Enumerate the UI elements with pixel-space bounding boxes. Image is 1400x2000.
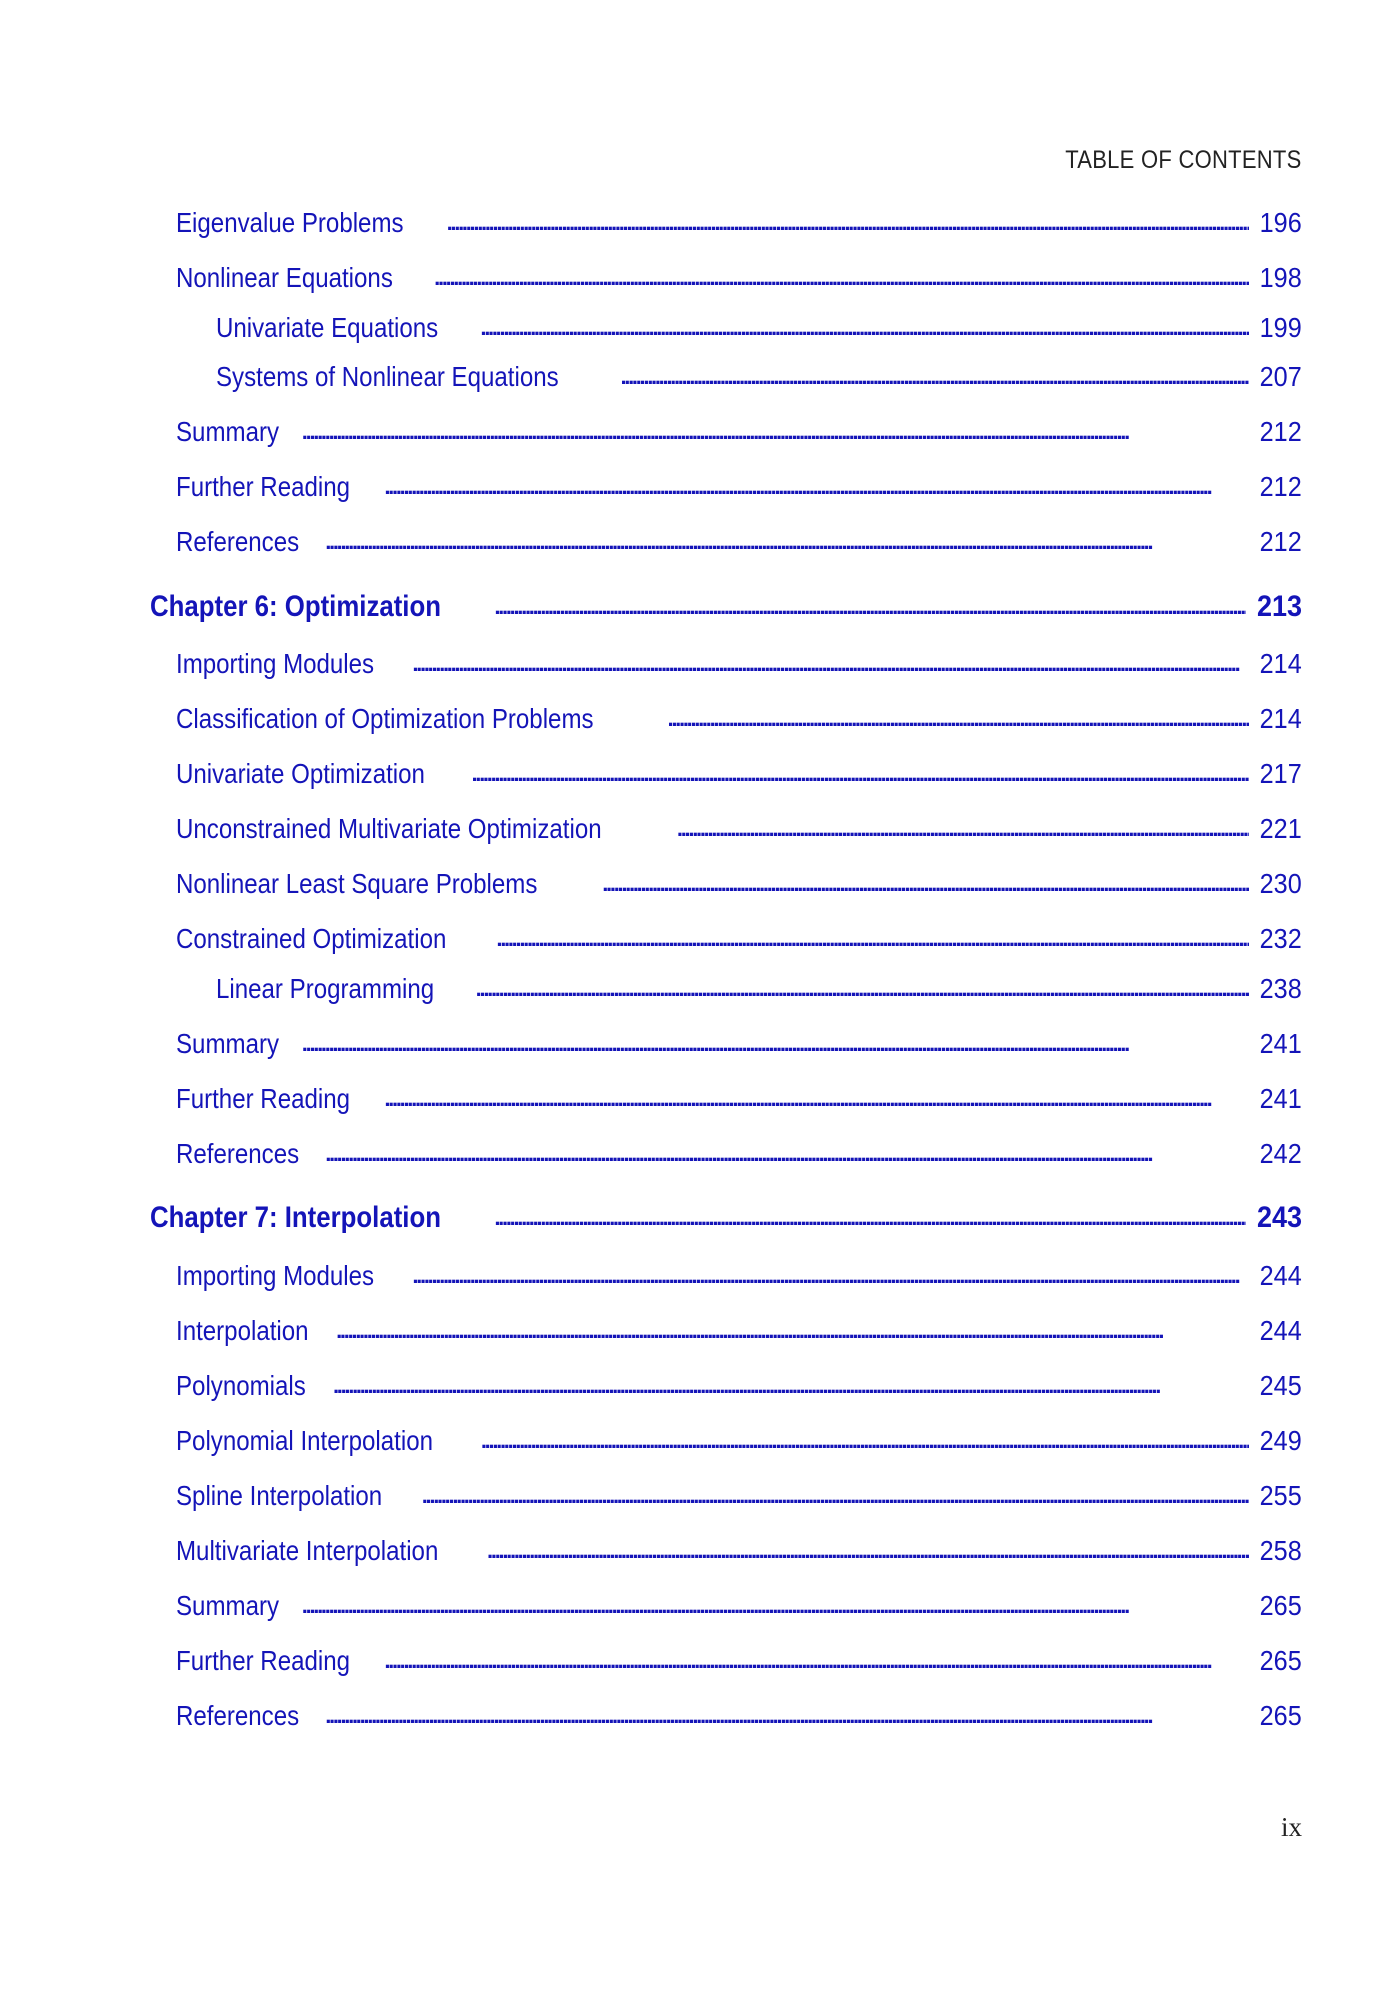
toc-entry[interactable] xyxy=(176,703,1302,735)
toc-entry-title: Nonlinear Equations xyxy=(176,262,393,293)
toc-entry-page: 212 xyxy=(1259,526,1302,557)
toc-entry[interactable] xyxy=(176,1138,1302,1170)
toc-entry-page: 207 xyxy=(1259,361,1302,392)
toc-entry-page: 213 xyxy=(1256,590,1302,623)
toc-entry-title: Nonlinear Least Square Problems xyxy=(176,868,538,899)
page-number: ix xyxy=(1280,1812,1302,1842)
toc-entry-page: 244 xyxy=(1259,1315,1302,1346)
dot-leader xyxy=(325,1703,1249,1729)
toc-entry-title: Chapter 6: Optimization xyxy=(150,590,441,623)
dot-leader xyxy=(302,1031,1249,1057)
toc-entry-title: Further Reading xyxy=(176,1645,351,1676)
toc-entry-page: 238 xyxy=(1259,973,1302,1004)
toc-entry[interactable] xyxy=(216,361,1302,393)
dot-leader xyxy=(476,976,1250,1002)
toc-entry-page: 217 xyxy=(1259,758,1302,789)
toc-entry-page: 199 xyxy=(1259,312,1302,343)
toc-entry[interactable] xyxy=(176,1083,1302,1115)
toc-entry-page: 265 xyxy=(1259,1590,1302,1621)
toc-entry-page: 265 xyxy=(1259,1700,1302,1731)
toc-entry-page: 258 xyxy=(1259,1535,1302,1566)
dot-leader xyxy=(668,706,1250,732)
toc-entry-page: 214 xyxy=(1259,703,1302,734)
dot-leader xyxy=(325,1141,1249,1167)
toc-entry-title: Univariate Equations xyxy=(216,312,439,343)
dot-leader xyxy=(487,1538,1249,1564)
toc-entry-page: 196 xyxy=(1259,207,1302,238)
toc-entry-title: Univariate Optimization xyxy=(176,758,425,789)
toc-entry-page: 212 xyxy=(1259,416,1302,447)
toc-entry[interactable] xyxy=(176,1480,1302,1512)
dot-leader xyxy=(325,529,1249,555)
toc-entry-page: 241 xyxy=(1259,1083,1302,1114)
toc-entry[interactable] xyxy=(176,207,1302,239)
dot-leader xyxy=(494,594,1246,620)
toc-entry-page: 221 xyxy=(1259,813,1302,844)
toc-entry[interactable] xyxy=(176,416,1302,448)
toc-entry[interactable] xyxy=(176,1425,1302,1457)
dot-leader xyxy=(412,1263,1249,1289)
toc-entry-page: 230 xyxy=(1259,868,1302,899)
toc-entry[interactable] xyxy=(176,1535,1302,1567)
toc-entry-title: Summary xyxy=(176,1028,280,1059)
toc-entry-page: 241 xyxy=(1259,1028,1302,1059)
toc-entry[interactable] xyxy=(176,262,1302,294)
toc-entry-page: 198 xyxy=(1259,262,1302,293)
toc-entry-title: Multivariate Interpolation xyxy=(176,1535,439,1566)
toc-entry[interactable] xyxy=(176,1315,1302,1347)
running-header: TABLE OF CONTENTS xyxy=(1065,146,1302,174)
toc-entry-title: Linear Programming xyxy=(216,973,435,1004)
toc-entry[interactable] xyxy=(176,648,1302,680)
dot-leader xyxy=(302,1593,1249,1619)
toc-entry-page: 242 xyxy=(1259,1138,1302,1169)
toc-entry-title: Summary xyxy=(176,1590,280,1621)
toc-entry-page: 265 xyxy=(1259,1645,1302,1676)
dot-leader xyxy=(434,265,1249,291)
dot-leader xyxy=(480,315,1249,341)
dot-leader xyxy=(302,419,1249,445)
dot-leader xyxy=(384,1648,1249,1674)
toc-entry[interactable] xyxy=(176,1028,1302,1060)
toc-entry-page: 232 xyxy=(1259,923,1302,954)
toc-entry-title: Systems of Nonlinear Equations xyxy=(216,361,559,392)
toc-entry-title: Constrained Optimization xyxy=(176,923,447,954)
toc-entry-title: References xyxy=(176,1138,300,1169)
toc-entry-title: Eigenvalue Problems xyxy=(176,207,404,238)
toc-entry[interactable] xyxy=(216,973,1302,1005)
toc-entry-page: 245 xyxy=(1259,1370,1302,1401)
toc-entry[interactable] xyxy=(176,1590,1302,1622)
toc-entry-page: 214 xyxy=(1259,648,1302,679)
toc-entry[interactable] xyxy=(176,868,1302,900)
toc-entry-title: Unconstrained Multivariate Optimization xyxy=(176,813,602,844)
toc-entry-title: Importing Modules xyxy=(176,648,375,679)
toc-entry-title: Polynomials xyxy=(176,1370,306,1401)
toc-entry-title: Spline Interpolation xyxy=(176,1480,383,1511)
dot-leader xyxy=(496,926,1249,952)
toc-entry-title: Interpolation xyxy=(176,1315,309,1346)
toc-entry-title: Further Reading xyxy=(176,471,351,502)
toc-entry-title: Classification of Optimization Problems xyxy=(176,703,594,734)
toc-entry[interactable] xyxy=(176,1260,1302,1292)
toc-entry-page: 255 xyxy=(1259,1480,1302,1511)
dot-leader xyxy=(384,474,1249,500)
dot-leader xyxy=(602,871,1249,897)
toc-entry-title: Chapter 7: Interpolation xyxy=(150,1201,441,1234)
toc-entry[interactable] xyxy=(216,312,1302,344)
toc-entry[interactable] xyxy=(176,923,1302,955)
toc-entry[interactable] xyxy=(176,813,1302,845)
toc-chapter-entry[interactable] xyxy=(150,590,1302,624)
toc-entry[interactable] xyxy=(176,471,1302,503)
toc-entry[interactable] xyxy=(176,758,1302,790)
toc-entry-title: References xyxy=(176,1700,300,1731)
dot-leader xyxy=(494,1205,1246,1231)
dot-leader xyxy=(677,816,1249,842)
toc-entry[interactable] xyxy=(176,1700,1302,1732)
toc-entry-title: Further Reading xyxy=(176,1083,351,1114)
toc-entry-title: Summary xyxy=(176,416,280,447)
toc-entry-page: 244 xyxy=(1259,1260,1302,1291)
dot-leader xyxy=(384,1086,1249,1112)
dot-leader xyxy=(481,1428,1249,1454)
toc-entry-title: Importing Modules xyxy=(176,1260,375,1291)
dot-leader xyxy=(333,1373,1249,1399)
dot-leader xyxy=(336,1318,1249,1344)
toc-entry[interactable] xyxy=(176,526,1302,558)
toc-chapter-entry[interactable] xyxy=(150,1201,1302,1235)
toc-entry[interactable] xyxy=(176,1645,1302,1677)
dot-leader xyxy=(447,210,1250,236)
dot-leader xyxy=(620,364,1249,390)
toc-entry-title: References xyxy=(176,526,300,557)
dot-leader xyxy=(422,1483,1250,1509)
dot-leader xyxy=(471,761,1249,787)
toc-entry-page: 249 xyxy=(1259,1425,1302,1456)
toc-entry-title: Polynomial Interpolation xyxy=(176,1425,434,1456)
toc-entry[interactable] xyxy=(176,1370,1302,1402)
toc-entry-page: 212 xyxy=(1259,471,1302,502)
toc-entry-page: 243 xyxy=(1256,1201,1302,1234)
dot-leader xyxy=(412,651,1249,677)
